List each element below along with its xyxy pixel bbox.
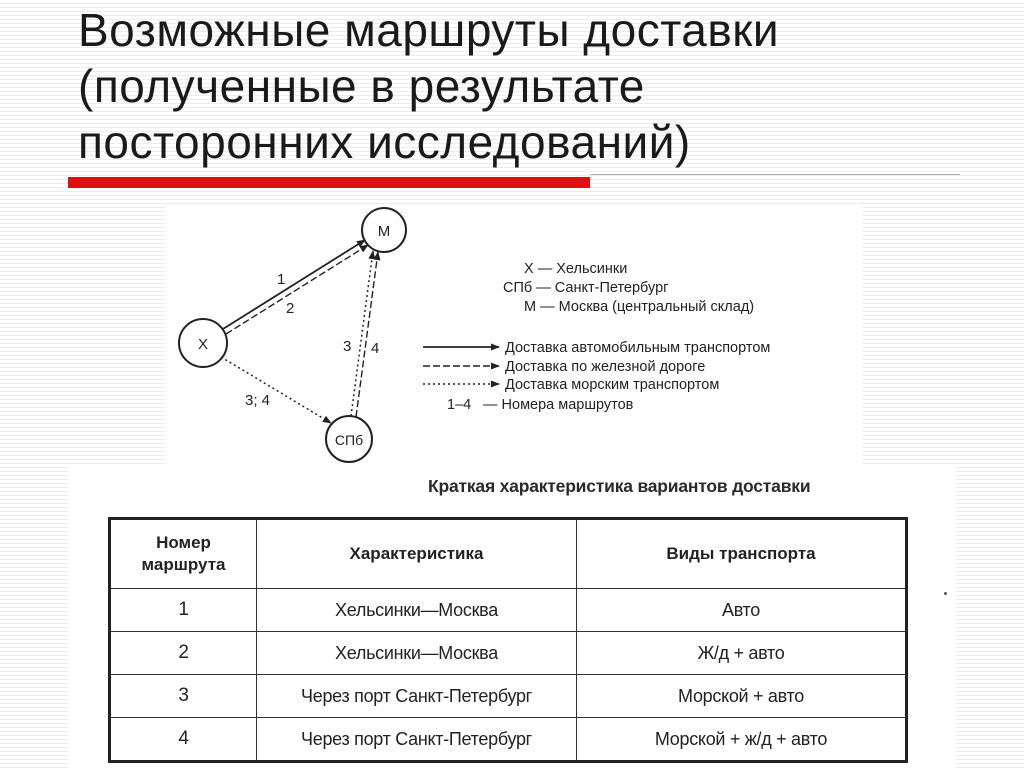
cell-characteristic: Хельсинки—Москва (257, 589, 577, 632)
cell-route-number: 2 (110, 632, 257, 675)
route-label-2: 2 (286, 300, 295, 317)
route-label-34: 3; 4 (245, 392, 271, 409)
route-2-arrow (226, 245, 368, 334)
route-label-3: 3 (343, 338, 352, 355)
header-transport: Виды транспорта (577, 519, 907, 589)
route-diagram-svg (165, 205, 862, 465)
title-line-3: посторонних исследований) (78, 116, 691, 168)
cell-transport: Авто (577, 589, 907, 632)
title-underline-red (68, 177, 590, 188)
route-diagram (165, 205, 862, 465)
cell-transport: Морской + авто (577, 675, 907, 718)
table-header-row (110, 519, 907, 589)
legend-city-moscow: М — Москва (центральный склад) (524, 299, 755, 315)
node-helsinki (179, 319, 227, 367)
route-34-arrow (221, 357, 331, 423)
table-row (110, 632, 907, 675)
cell-transport: Ж/д + авто (577, 632, 907, 675)
scan-speck (944, 592, 947, 595)
header-route-number (110, 519, 257, 589)
route-4-arrow (356, 252, 378, 417)
node-spb (326, 416, 372, 462)
route-3-arrow (351, 251, 373, 416)
cell-characteristic: Через порт Санкт-Петербург (257, 675, 577, 718)
header-characteristic: Характеристика (257, 519, 577, 589)
routes-table (108, 517, 908, 763)
legend-numbers-text: — Номера маршрутов (483, 397, 634, 413)
node-spb-label: СПб (334, 432, 364, 448)
cell-route-number: 1 (110, 589, 257, 632)
route-label-4: 4 (371, 340, 380, 357)
table-caption: Краткая характеристика вариантов доставки (428, 476, 811, 496)
cell-route-number: 3 (110, 675, 257, 718)
title-underline-gray (590, 174, 960, 175)
legend-numbers-key: 1–4 (447, 397, 472, 413)
legend-rail: Доставка по железной дороге (505, 359, 706, 375)
table-row (110, 718, 907, 762)
cell-transport: Морской + ж/д + авто (577, 718, 907, 762)
header-route-number-line-1: Номер (156, 533, 211, 552)
title-line-1: Возможные маршруты доставки (78, 4, 780, 56)
table-row (110, 589, 907, 632)
node-helsinki-label: Х (197, 336, 209, 353)
routes-table-panel (68, 465, 956, 768)
legend-auto: Доставка автомобильным транспортом (505, 340, 771, 356)
slide-title (78, 2, 779, 170)
route-label-1: 1 (277, 271, 286, 288)
header-route-number-line-2: маршрута (141, 555, 226, 574)
table-row (110, 675, 907, 718)
legend-sea: Доставка морским транспортом (505, 377, 720, 393)
node-moscow-label: М (377, 223, 391, 240)
legend-city-helsinki: Х — Хельсинки (524, 261, 628, 277)
legend-city-spb: СПб — Санкт-Петербург (503, 280, 669, 296)
node-moscow (362, 208, 406, 252)
title-line-2: (полученные в результате (78, 60, 645, 112)
cell-characteristic: Хельсинки—Москва (257, 632, 577, 675)
cell-route-number: 4 (110, 718, 257, 762)
cell-characteristic: Через порт Санкт-Петербург (257, 718, 577, 762)
